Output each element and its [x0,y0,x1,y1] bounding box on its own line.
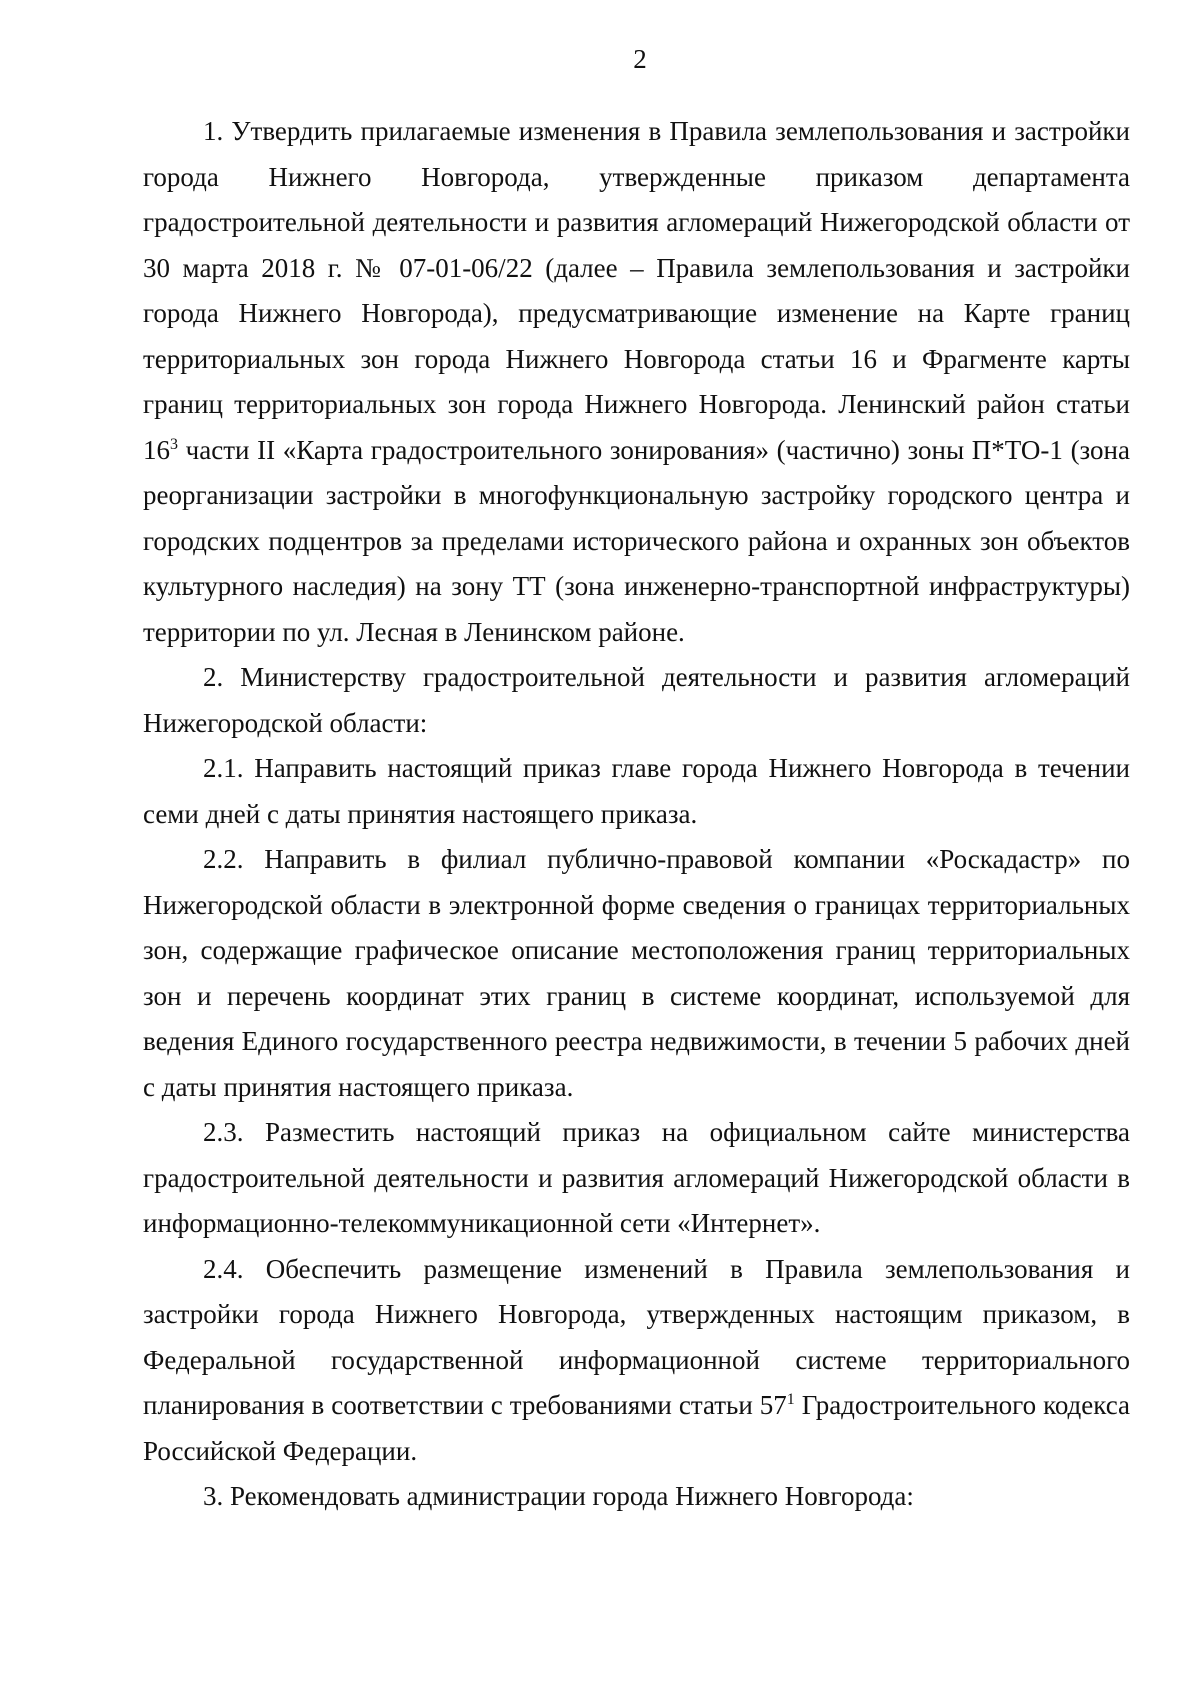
paragraph-1-text-b: части II «Карта градостроительного зонирования» (частично) зоны П*ТО-1 (зона реорганизации застройки в многофункциональную застройку городского центра и городских подцентров за пределами исторического района и охранных зон объектов культурного наследия) на зону ТТ (зона инженерно-транспортной инфраструктуры) территории по ул. Лесная в Ленинском районе. [143,434,1130,647]
paragraph-1 [143,109,1130,655]
paragraph-2-2: 2.2. Направить в филиал публично-правовой компании «Роскадастр» по Нижегородской области в электронной форме сведения о границах территориальных зон, содержащие графическое описание местоположения границ территориальных зон и перечень координат этих границ в системе координат, используемой для ведения Единого государственного реестра недвижимости, в течении 5 рабочих дней с даты принятия настоящего приказа. [143,844,1130,1102]
paragraph-2-4 [143,1247,1130,1475]
paragraph-2: 2. Министерству градостроительной деятельности и развития агломераций Нижегородской области: [143,662,1130,738]
paragraph-2-4-text-a: 2.4. Обеспечить размещение изменений в Правила землепользования и застройки города Нижнего Новгорода, утвержденных настоящим приказом, в Федеральной государственной информационной системе территориального планирования в соответствии с требованиями статьи 57 [143,1253,1130,1420]
superscript-1: 1 [786,1391,795,1408]
paragraph-3: 3. Рекомендовать администрации города Нижнего Новгорода: [203,1481,914,1511]
paragraph-1-text-a: 1. Утвердить прилагаемые изменения в Правила землепользования и застройки города Нижнего Новгорода, утвержденные приказом департамента градостроительной деятельности и развития агломераций Нижегородской области от 30 марта 2018 г. № 07-01-06/22 (далее – Правила землепользования и застройки города Нижнего Новгорода), предусматривающие изменение на Карте границ территориальных зон города Нижнего Новгорода статьи 16 и Фрагменте карты границ территориальных зон города Нижнего Новгорода. Ленинский район статьи 16 [143,116,1130,465]
paragraph-2-4-text-b: Градостроительного кодекса Российской Федерации. [143,1390,1130,1466]
page-number: 2 [633,44,647,74]
document-body [143,109,1130,1520]
superscript-3: 3 [170,435,178,453]
paragraph-2-3: 2.3. Разместить настоящий приказ на официальном сайте министерства градостроительной деятельности и развития агломераций Нижегородской области в информационно-телекоммуникационной сети «Интернет». [143,1117,1130,1238]
paragraph-2-1: 2.1. Направить настоящий приказ главе города Нижнего Новгорода в течении семи дней с даты принятия настоящего приказа. [143,753,1130,829]
